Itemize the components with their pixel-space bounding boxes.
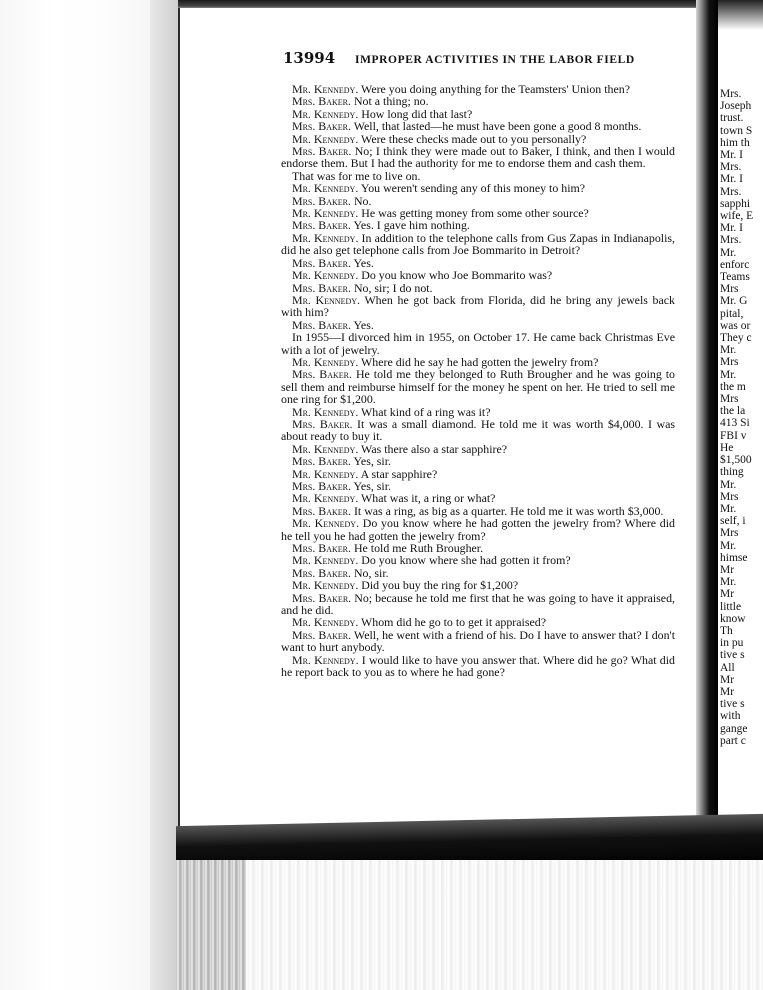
speech-text: Yes, sir.: [350, 479, 391, 493]
speech-text: No, sir.: [350, 565, 389, 580]
speech-text: Well, he went with a friend of his. Do I have to answer that? I don't want to hurt anybody.: [281, 627, 676, 655]
testimony-paragraph: [281, 232, 675, 257]
speech-text: Were these checks made out to you personally?: [358, 131, 587, 146]
facing-page-top-shadow: [718, 0, 763, 30]
facing-page-line: wife, E: [720, 210, 754, 223]
speaker-name: Mrs. Baker.: [292, 590, 352, 605]
speaker-name: Mr. Kennedy.: [292, 206, 359, 221]
facing-page-line: Mr: [720, 563, 735, 576]
speaker-name: Mr. Kennedy.: [292, 652, 359, 667]
speaker-name: Mrs. Baker.: [292, 627, 352, 642]
speaker-name: Mrs. Baker.: [292, 255, 351, 270]
speaker-name: Mrs. Baker.: [292, 503, 351, 518]
speech-text: It was a small diamond. He told me it was worth $4,000. I was about ready to buy it.: [281, 416, 675, 444]
facing-page-line: town S: [720, 124, 753, 137]
facing-page-line: tive s: [720, 698, 745, 711]
facing-page-line: Mr: [720, 673, 735, 686]
speaker-name: Mrs. Baker.: [292, 144, 352, 159]
facing-page-text: [720, 88, 763, 747]
speaker-name: Mr. Kennedy.: [292, 230, 359, 245]
speaker-name: Mrs. Baker.: [292, 193, 351, 208]
page-header: [283, 51, 675, 67]
facing-page-line: FBI v: [720, 429, 747, 442]
speaker-name: Mrs. Baker.: [292, 367, 352, 382]
facing-page-line: Th: [720, 624, 733, 637]
speech-text: A star sapphire?: [358, 466, 438, 481]
facing-page-line: Mrs: [720, 527, 739, 540]
facing-page-line: $1,500: [720, 454, 752, 467]
speaker-name: Mr. Kennedy.: [292, 354, 359, 369]
facing-page-line: Mr. G: [720, 295, 748, 308]
facing-page-line: with: [720, 710, 741, 723]
speech-text: Yes.: [350, 317, 374, 332]
facing-page-line: Mrs: [720, 283, 739, 296]
speech-text: In 1955—I divorced him in 1955, on October 17. He came back Christmas Eve with a lot of jewelry.: [281, 330, 675, 357]
facing-page-line: Mrs.: [720, 185, 742, 198]
speaker-name: Mrs. Baker.: [292, 565, 351, 580]
speaker-name: Mrs. Baker.: [292, 416, 353, 431]
speech-text: How long did that last?: [358, 106, 473, 121]
speech-text: I would like to have you answer that. Where did he go? What did he report back to you as to where he had gone?: [281, 652, 676, 680]
speaker-name: Mrs. Baker.: [292, 454, 351, 469]
facing-page-line: Mrs: [720, 356, 739, 369]
facing-page-line: Teams: [720, 271, 750, 284]
speech-text: He told me Ruth Brougher.: [350, 541, 484, 556]
testimony-paragraph: [281, 654, 675, 679]
speaker-name: Mr. Kennedy.: [292, 441, 359, 456]
speaker-name: Mrs. Baker.: [292, 280, 351, 295]
speech-text: Yes, sir.: [350, 454, 391, 469]
facing-page-line: little: [720, 600, 742, 613]
speech-text: Did you buy the ring for $1,200?: [358, 578, 519, 593]
facing-page-line: him th: [720, 136, 750, 149]
speech-text: Not a thing; no.: [350, 94, 429, 109]
facing-page: [718, 0, 763, 840]
facing-page-line: pital,: [720, 307, 744, 320]
speaker-name: Mr. Kennedy.: [292, 615, 359, 630]
facing-page-line: tive s: [720, 649, 745, 662]
facing-page-line: sapphi: [720, 197, 751, 210]
testimony-paragraph: [281, 145, 675, 170]
speech-text: You weren't sending any of this money to him?: [358, 181, 586, 196]
speaker-name: Mr. Kennedy.: [292, 578, 359, 593]
facing-page-line: Mr. I: [720, 222, 743, 235]
facing-page-line: himse: [720, 551, 748, 564]
facing-page-line: self, i: [720, 515, 746, 528]
facing-page-line: Mrs: [720, 393, 739, 406]
speech-text: Well, that lasted—he must have been gone a good 8 months.: [350, 119, 642, 134]
speech-text: Do you know where he had gotten the jewelry from? Where did he tell you he had gotten the jewelry from?: [281, 516, 676, 543]
facing-page-line: Mr.: [720, 368, 737, 381]
speaker-name: Mrs. Baker.: [292, 541, 351, 556]
facing-page-line: Mr.: [720, 502, 737, 515]
speech-text: No; I think they were made out to Baker, I think, and then I would endorse them. But I had the authority for me to endorse them and cash them.: [281, 144, 676, 171]
speaker-name: Mr. Kennedy.: [292, 292, 360, 307]
speech-text: It was a ring, as big as a quarter. He told me it was worth $3,000.: [350, 503, 664, 518]
facing-page-line: know: [720, 612, 746, 625]
speech-text: No; because he told me first that he was going to have it appraised, and he did.: [281, 590, 675, 618]
facing-page-line: Mr.: [720, 478, 737, 491]
book-gutter-shadow: [696, 0, 718, 845]
facing-page-line: Joseph: [720, 100, 752, 113]
speaker-name: Mr. Kennedy.: [292, 516, 360, 531]
speaker-name: Mr. Kennedy.: [292, 82, 359, 96]
facing-page-line: All: [720, 661, 735, 674]
testimony-paragraph: [281, 294, 675, 319]
speech-text: Whom did he go to to get it appraised?: [358, 615, 546, 630]
facing-page-line: Mrs.: [720, 234, 742, 247]
facing-page-line: was or: [720, 319, 751, 332]
testimony-text: [281, 83, 675, 679]
facing-page-line: Mr.: [720, 576, 737, 589]
speech-text: Yes.: [350, 255, 374, 270]
speech-text: What was it, a ring or what?: [358, 491, 496, 506]
facing-page-line: Mr. I: [720, 173, 743, 186]
facing-page-line: 413 Si: [720, 417, 750, 430]
speech-text: What kind of a ring was it?: [358, 404, 491, 419]
speaker-name: Mrs. Baker.: [292, 94, 351, 109]
speaker-name: Mr. Kennedy.: [292, 268, 359, 283]
speaker-name: Mr. Kennedy.: [292, 466, 359, 481]
speech-text: No, sir; I do not.: [350, 280, 433, 295]
speech-text: No.: [350, 193, 372, 208]
speaker-name: Mrs. Baker.: [292, 317, 351, 332]
facing-page-line: in pu: [720, 637, 744, 650]
testimony-paragraph: [281, 368, 675, 405]
scan-bottom-page-edges: [176, 860, 763, 990]
speaker-name: Mr. Kennedy.: [292, 131, 359, 146]
speaker-name: Mr. Kennedy.: [292, 553, 359, 568]
speech-text: When he got back from Florida, did he bring any jewels back with him?: [281, 292, 676, 320]
testimony-paragraph: [281, 331, 675, 356]
facing-page-line: trust.: [720, 112, 744, 125]
book-binding-edge: [150, 0, 178, 990]
facing-page-line: Mr.: [720, 246, 737, 259]
speaker-name: Mr. Kennedy.: [292, 404, 359, 419]
facing-page-line: thing: [720, 466, 744, 479]
speaker-name: Mrs. Baker.: [292, 119, 351, 134]
facing-page-line: Mr.: [720, 539, 737, 552]
facing-page-line: part c: [720, 734, 746, 747]
page-number: 13994: [283, 49, 336, 67]
facing-page-line: He: [720, 441, 734, 454]
speaker-name: Mrs. Baker.: [292, 479, 351, 493]
facing-page-line: the m: [720, 380, 746, 393]
speech-text: In addition to the telephone calls from Gus Zapas in Indianapolis, did he also get telephone calls from Joe Bommarito in Detroit?: [281, 230, 675, 258]
speech-text: Do you know who Joe Bommarito was?: [358, 268, 553, 283]
facing-page-line: Mrs.: [720, 88, 742, 100]
speech-text: Were you doing anything for the Teamsters' Union then?: [358, 82, 630, 96]
speaker-name: Mrs. Baker.: [292, 218, 351, 233]
running-title: IMPROPER ACTIVITIES IN THE LABOR FIELD: [355, 54, 635, 66]
testimony-paragraph: [281, 517, 675, 542]
speech-text: Do you know where she had gotten it from?: [358, 553, 571, 568]
speech-text: Yes. I gave him nothing.: [350, 218, 470, 233]
testimony-paragraph: [281, 629, 675, 654]
facing-page-line: Mr. I: [720, 149, 743, 162]
speech-text: Where did he say he had gotten the jewelry from?: [358, 354, 599, 369]
speech-text: Was there also a star sapphire?: [358, 441, 508, 456]
facing-page-line: Mr: [720, 685, 735, 698]
facing-page-line: the la: [720, 405, 746, 418]
speech-text: That was for me to live on.: [292, 168, 421, 183]
speaker-name: Mr. Kennedy.: [292, 106, 359, 121]
scan-bottom-left-edges: [176, 860, 246, 990]
facing-page-line: Mrs: [720, 490, 739, 503]
speaker-name: Mr. Kennedy.: [292, 491, 359, 506]
facing-page-line: Mr.: [720, 344, 737, 357]
facing-page-line: Mrs.: [720, 161, 742, 174]
facing-page-line: They c: [720, 332, 752, 345]
facing-page-line: Mr: [720, 588, 735, 601]
speaker-name: Mr. Kennedy.: [292, 181, 359, 196]
facing-page-line: gange: [720, 722, 748, 735]
testimony-paragraph: [281, 418, 675, 443]
testimony-paragraph: [281, 592, 675, 617]
speech-text: He was getting money from some other source?: [358, 206, 589, 221]
speech-text: He told me they belonged to Ruth Brougher and he was going to sell them and reimburse himself for the money he spent on her. He tried to sell me one ring for $1,200.: [281, 367, 676, 407]
facing-page-line: enforc: [720, 258, 750, 271]
